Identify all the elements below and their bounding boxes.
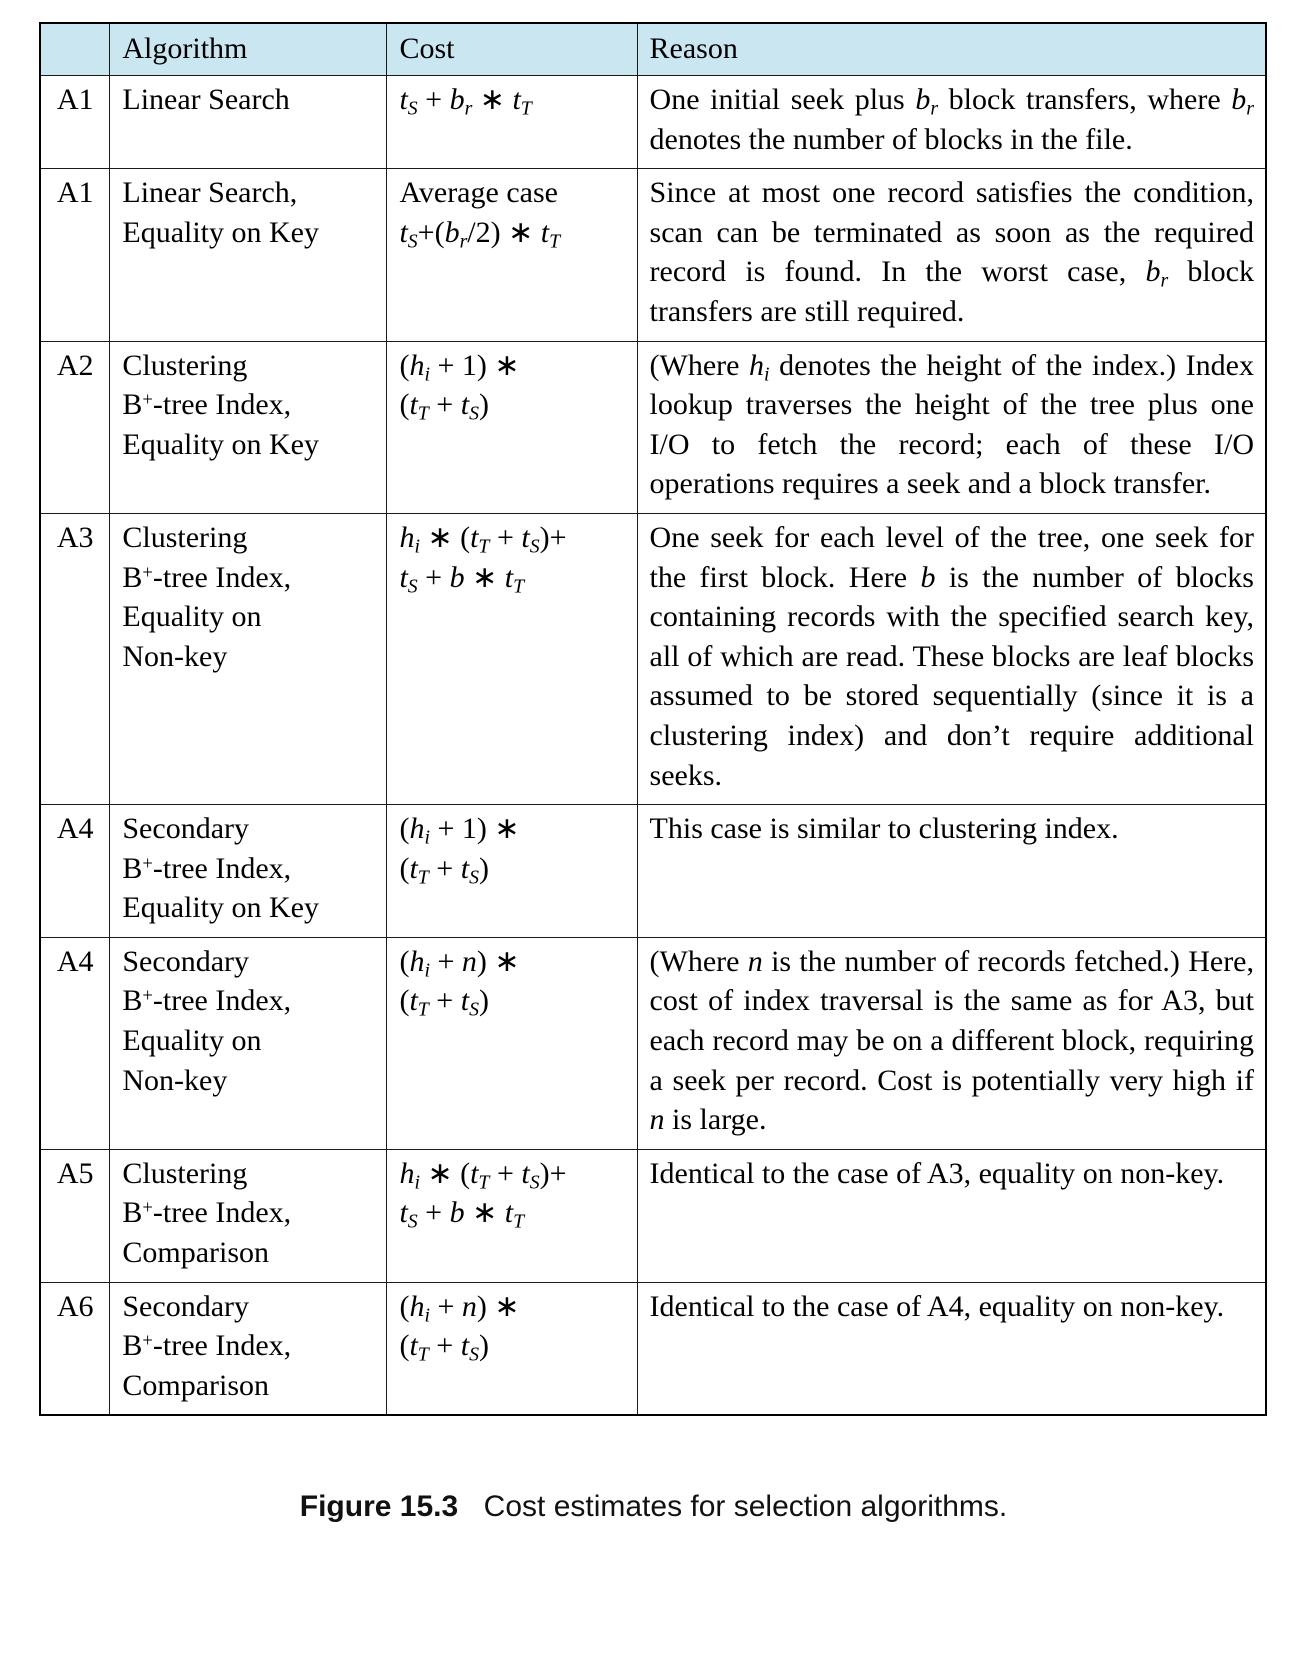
subscript: T: [417, 402, 429, 425]
table-body: [40, 76, 1266, 1416]
cost-cell: [387, 341, 637, 513]
text-line: [399, 173, 626, 213]
text-segment: h: [399, 1156, 415, 1190]
text-segment: +: [417, 560, 450, 594]
algorithm-cell: [110, 513, 387, 804]
subscript: T: [478, 535, 490, 558]
text-segment: t: [521, 1156, 530, 1190]
cost-cell: [387, 76, 637, 169]
subscript: S: [407, 1210, 418, 1233]
text-segment: Identical to the case of A3, equality on non-key.: [649, 1156, 1225, 1190]
text-line: [399, 1193, 626, 1233]
algorithm-cell: [110, 341, 387, 513]
text-line: [122, 1326, 376, 1366]
superscript: +: [142, 389, 153, 411]
text-segment: This case is similar to clustering index.: [649, 812, 1119, 846]
cost-cell: [387, 513, 637, 804]
text-segment: )+: [539, 520, 567, 554]
row-id-cell: A4: [40, 937, 110, 1149]
text-segment: ) ∗: [476, 1289, 520, 1323]
algorithm-cell: [110, 169, 387, 341]
subscript: T: [417, 866, 429, 889]
text-line: [122, 80, 376, 120]
text-line: [122, 346, 376, 386]
reason-cell: [637, 1282, 1266, 1415]
algorithm-cell: [110, 1282, 387, 1415]
text-segment: t: [512, 83, 521, 116]
subscript: S: [407, 97, 418, 120]
text-segment: h: [409, 812, 425, 846]
text-segment: )+: [539, 1156, 567, 1190]
text-segment: (: [399, 388, 410, 422]
text-segment: n: [649, 1103, 665, 1137]
text-segment: h: [409, 1289, 425, 1323]
text-segment: t: [409, 1329, 418, 1363]
cost-cell: [387, 937, 637, 1149]
text-line: [122, 425, 376, 465]
text-segment: B: [122, 851, 143, 885]
text-segment: t: [399, 215, 408, 249]
text-segment: t: [460, 1329, 470, 1363]
text-segment: n: [747, 944, 763, 978]
text-segment: b: [449, 560, 465, 594]
text-line: [399, 849, 626, 889]
text-segment: denotes the height of the index.) Index lookup traverses the height of the tree plus one I/O to fetch the record; each of these I/O operations requires a seek and a block transfer.: [649, 348, 1254, 501]
text-segment: Comparison: [122, 1368, 270, 1402]
subscript: S: [469, 1343, 479, 1366]
text-segment: +: [428, 1329, 461, 1363]
algorithm-cell: [110, 76, 387, 169]
text-segment: B: [122, 388, 143, 422]
text-segment: Secondary: [122, 1289, 249, 1323]
text-segment: t: [470, 520, 479, 554]
text-segment: +: [428, 984, 461, 1018]
superscript: +: [142, 562, 153, 584]
subscript: i: [424, 826, 430, 849]
text-segment: t: [399, 560, 408, 594]
text-line: [399, 942, 626, 982]
table-row: [40, 937, 1266, 1149]
text-segment: Comparison: [122, 1236, 270, 1270]
subscript: S: [407, 230, 418, 253]
text-segment: Identical to the case of A4, equality on non-key.: [649, 1289, 1225, 1323]
text-segment: /2) ∗: [467, 215, 541, 249]
text-segment: h: [749, 348, 765, 382]
text-segment: b: [920, 560, 936, 594]
subscript: T: [478, 1171, 490, 1194]
text-segment: t: [399, 83, 408, 116]
text-segment: One seek for each level of the tree, one seek for the first block. Here: [649, 520, 1254, 594]
table-row: [40, 513, 1266, 804]
row-id-cell: A4: [40, 805, 110, 938]
text-segment: (: [399, 851, 410, 885]
text-segment: t: [409, 388, 418, 422]
text-segment: +: [428, 388, 461, 422]
text-segment: (: [399, 944, 410, 978]
text-line: [122, 942, 376, 982]
text-segment: Equality on: [122, 600, 262, 634]
text-segment: is the number of records fetched.) Here, cost of index traversal is the same as for A3, but each record may be on a different block, requiring a seek per record. Cost is potentially very high if: [649, 944, 1254, 1097]
text-segment: ∗: [464, 560, 505, 594]
subscript: i: [424, 959, 430, 982]
reason-cell: [637, 341, 1266, 513]
text-line: [399, 1154, 626, 1194]
superscript: +: [142, 986, 153, 1008]
reason-cell: [637, 169, 1266, 341]
text-line: [122, 173, 376, 213]
superscript: +: [142, 1330, 153, 1352]
cost-cell: [387, 169, 637, 341]
subscript: i: [414, 535, 420, 558]
text-segment: (: [399, 812, 410, 846]
text-segment: Linear Search: [122, 83, 290, 116]
subscript: T: [513, 1210, 525, 1233]
text-segment: ) ∗: [476, 944, 520, 978]
cost-cell: [387, 1282, 637, 1415]
table-row: [40, 76, 1266, 169]
text-segment: +: [489, 1156, 522, 1190]
text-segment: h: [409, 348, 425, 382]
header-cell-reason: Reason: [637, 23, 1266, 76]
figure-caption-label: Figure 15.3: [299, 1490, 459, 1524]
text-segment: -tree Index,: [152, 560, 292, 594]
text-segment: (: [399, 348, 410, 382]
row-id-cell: A1: [40, 76, 110, 169]
text-segment: t: [521, 520, 530, 554]
text-line: [122, 1193, 376, 1233]
text-segment: Linear Search,: [122, 176, 298, 210]
text-segment: t: [409, 984, 418, 1018]
superscript: +: [142, 1198, 153, 1220]
row-id-cell: A1: [40, 169, 110, 341]
text-segment: One initial seek plus: [649, 83, 916, 116]
text-segment: Secondary: [122, 812, 249, 846]
text-segment: is the number of blocks containing records with the specified search key, all of which are read. These blocks are leaf blocks assumed to be stored sequentially (since it is a clustering index) and don’t require additional seeks.: [649, 560, 1254, 792]
text-segment: t: [460, 388, 470, 422]
text-line: [122, 213, 376, 253]
header-row: [40, 23, 1266, 76]
subscript: S: [529, 1171, 540, 1194]
row-id-cell: A6: [40, 1282, 110, 1415]
text-segment: b: [449, 83, 465, 116]
text-segment: + 1) ∗: [429, 348, 520, 382]
text-segment: Since at most one record satisfies the condition, scan can be terminated as soon as the required record is found. In the worst case,: [649, 176, 1254, 289]
text-segment: +: [489, 520, 522, 554]
text-segment: t: [540, 215, 550, 249]
subscript: S: [469, 999, 479, 1021]
text-segment: Non-key: [122, 639, 228, 673]
algorithm-cell: [110, 937, 387, 1149]
subscript: T: [417, 999, 429, 1021]
text-segment: block transfers are still required.: [649, 255, 1254, 328]
figure-caption-text: Cost estimates for selection algorithms.: [483, 1490, 1008, 1524]
subscript: S: [407, 575, 418, 598]
text-line: [399, 558, 626, 598]
text-line: [399, 1287, 626, 1327]
text-line: [399, 981, 626, 1021]
text-segment: n: [461, 944, 477, 978]
subscript: i: [764, 363, 770, 386]
subscript: i: [424, 1304, 430, 1327]
text-line: [399, 1326, 626, 1366]
subscript: S: [469, 402, 479, 425]
subscript: r: [1246, 97, 1254, 120]
text-segment: Non-key: [122, 1063, 228, 1097]
text-segment: denotes the number of blocks in the file.: [649, 122, 1133, 156]
text-segment: b: [1231, 83, 1247, 116]
row-id-cell: A2: [40, 341, 110, 513]
text-line: [122, 1021, 376, 1061]
header-cell-id: [40, 23, 110, 76]
text-line: [399, 346, 626, 386]
text-segment: (: [399, 1329, 410, 1363]
subscript: T: [417, 1343, 429, 1366]
text-segment: block transfers, where: [938, 83, 1232, 116]
text-segment: t: [460, 851, 470, 885]
reason-cell: [637, 513, 1266, 804]
reason-cell: [637, 1149, 1266, 1282]
text-segment: Clustering: [122, 1156, 248, 1190]
text-segment: b: [449, 1196, 465, 1230]
text-segment: -tree Index,: [152, 851, 292, 885]
text-line: [399, 80, 626, 120]
superscript: +: [142, 853, 153, 875]
text-line: [122, 1287, 376, 1327]
text-segment: t: [504, 1196, 514, 1230]
text-segment: n: [461, 1289, 477, 1323]
text-segment: -tree Index,: [152, 984, 292, 1018]
text-segment: ): [478, 851, 489, 885]
text-segment: B: [122, 1329, 143, 1363]
header-cell-algorithm: Algorithm: [110, 23, 387, 76]
text-segment: b: [1145, 255, 1161, 289]
text-segment: Average case: [399, 176, 558, 210]
text-segment: t: [504, 560, 514, 594]
text-segment: + 1) ∗: [429, 812, 520, 846]
text-line: [122, 597, 376, 637]
text-segment: -tree Index,: [152, 1196, 292, 1230]
text-segment: +(: [417, 215, 445, 249]
text-line: [122, 981, 376, 1021]
text-segment: +: [428, 851, 461, 885]
subscript: r: [930, 97, 939, 120]
subscript: r: [459, 230, 468, 253]
text-segment: B: [122, 560, 143, 594]
table-row: [40, 169, 1266, 341]
text-segment: h: [399, 520, 415, 554]
text-segment: (Where: [649, 348, 750, 382]
text-segment: Equality on Key: [122, 891, 320, 925]
table-header: [40, 23, 1266, 76]
subscript: T: [513, 575, 525, 598]
text-segment: (: [399, 1289, 410, 1323]
text-segment: h: [409, 944, 425, 978]
text-line: [122, 518, 376, 558]
text-segment: ): [478, 984, 489, 1018]
cost-cell: [387, 1149, 637, 1282]
text-segment: (Where: [649, 944, 748, 978]
text-segment: +: [429, 1289, 462, 1323]
algorithm-cell: [110, 805, 387, 938]
text-line: [399, 385, 626, 425]
text-line: [122, 1366, 376, 1406]
figure-caption: [39, 1490, 1268, 1524]
cost-estimates-table: [39, 22, 1267, 1416]
text-segment: t: [470, 1156, 479, 1190]
text-line: [122, 637, 376, 677]
subscript: r: [464, 97, 473, 120]
text-segment: ): [478, 1329, 489, 1363]
header-cell-cost: Cost: [387, 23, 637, 76]
text-segment: ∗ (: [419, 1156, 471, 1190]
algorithm-cell: [110, 1149, 387, 1282]
text-segment: Clustering: [122, 520, 248, 554]
text-line: [399, 213, 626, 253]
text-segment: t: [409, 851, 418, 885]
text-segment: ∗ (: [419, 520, 471, 554]
reason-cell: [637, 937, 1266, 1149]
table-row: [40, 1149, 1266, 1282]
text-segment: ): [478, 388, 489, 422]
text-line: [122, 809, 376, 849]
text-segment: b: [915, 83, 931, 116]
text-segment: Equality on Key: [122, 427, 320, 461]
text-segment: B: [122, 1196, 143, 1230]
text-segment: Secondary: [122, 944, 249, 978]
text-line: [122, 849, 376, 889]
subscript: T: [520, 97, 532, 120]
text-line: [399, 809, 626, 849]
subscript: T: [549, 230, 561, 253]
subscript: S: [529, 535, 540, 558]
text-segment: B: [122, 984, 143, 1018]
text-segment: Equality on: [122, 1024, 262, 1058]
text-line: [122, 1154, 376, 1194]
text-segment: +: [429, 944, 462, 978]
text-segment: ∗: [464, 1196, 505, 1230]
subscript: i: [414, 1171, 420, 1194]
row-id-cell: A3: [40, 513, 110, 804]
cost-cell: [387, 805, 637, 938]
text-segment: Clustering: [122, 348, 248, 382]
text-segment: t: [460, 984, 470, 1018]
text-segment: ∗: [472, 83, 513, 116]
table-row: [40, 341, 1266, 513]
text-line: [122, 558, 376, 598]
text-line: [122, 1061, 376, 1101]
text-segment: Equality on Key: [122, 215, 320, 249]
text-segment: +: [417, 83, 450, 116]
reason-cell: [637, 76, 1266, 169]
text-line: [122, 385, 376, 425]
text-segment: -tree Index,: [152, 388, 292, 422]
text-segment: is large.: [664, 1103, 767, 1137]
table-row: [40, 805, 1266, 938]
text-segment: -tree Index,: [152, 1329, 292, 1363]
table-row: [40, 1282, 1266, 1415]
reason-cell: [637, 805, 1266, 938]
subscript: S: [469, 866, 479, 889]
text-segment: t: [399, 1196, 408, 1230]
text-line: [122, 888, 376, 928]
text-line: [122, 1233, 376, 1273]
text-line: [399, 518, 626, 558]
subscript: r: [1160, 269, 1169, 292]
text-segment: b: [444, 215, 460, 249]
subscript: i: [424, 363, 430, 386]
row-id-cell: A5: [40, 1149, 110, 1282]
text-segment: (: [399, 984, 410, 1018]
text-segment: +: [417, 1196, 450, 1230]
